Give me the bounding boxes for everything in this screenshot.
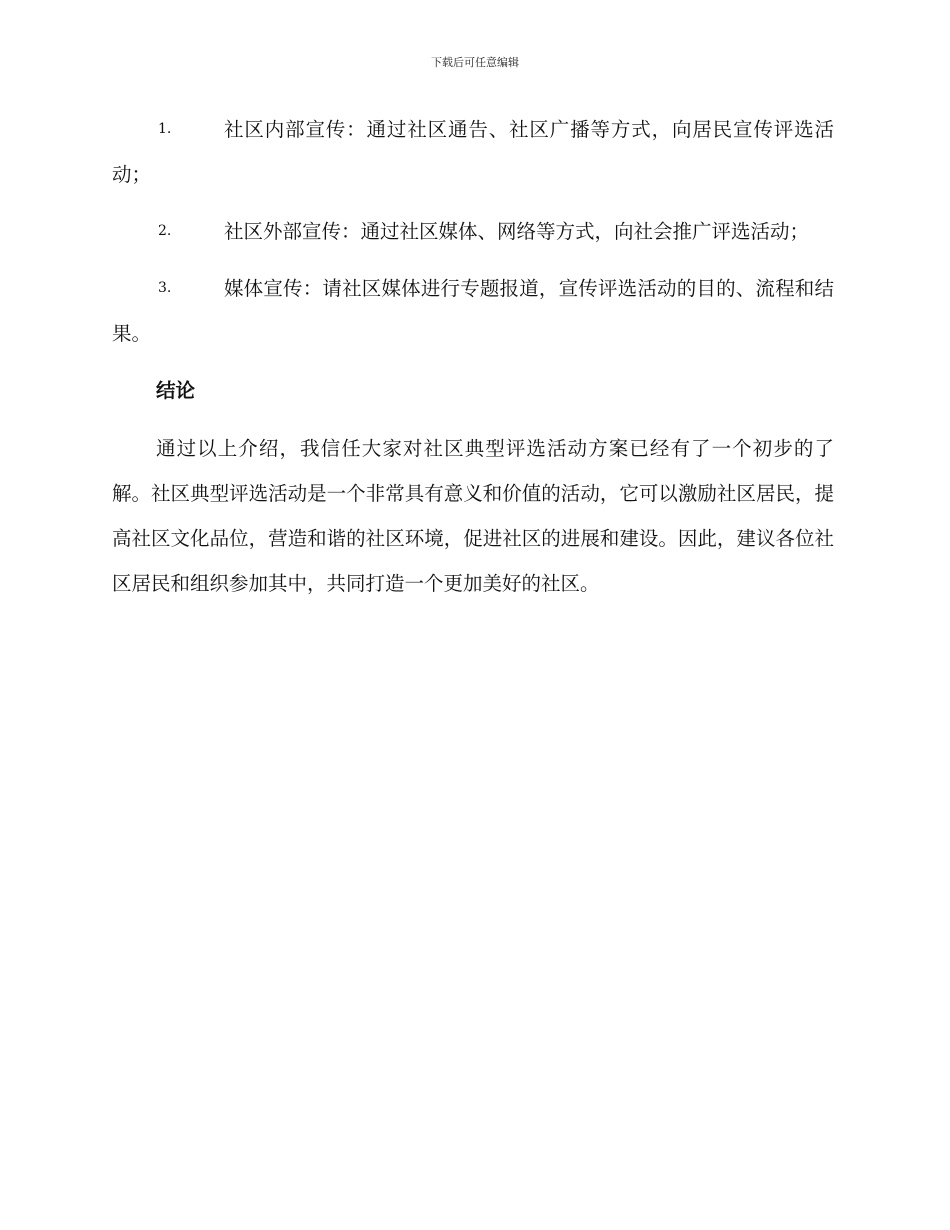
list-item-3 — [112, 266, 834, 356]
list-number: 3. — [158, 280, 172, 296]
document-body — [112, 107, 834, 606]
list-item-2 — [112, 209, 834, 254]
conclusion-heading: 结论 — [156, 379, 196, 402]
list-item-text: 社区外部宣传：通过社区媒体、网络等方式，向社会推广评选活动； — [224, 220, 810, 243]
list-item-text: 社区内部宣传：通过社区通告、社区广播等方式，向居民宣传评选活动； — [112, 118, 834, 186]
conclusion-paragraph: 通过以上介绍，我信任大家对社区典型评选活动方案已经有了一个初步的了解。社区典型评选活动是一个非常具有意义和价值的活动，它可以激励社区居民，提高社区文化品位，营造和谐的社区环境，促进社区的进展和建设。因此，建议各位社区居民和组织参加其中，共同打造一个更加美好的社区。 — [112, 437, 834, 595]
list-item-1 — [112, 107, 834, 197]
page-header: 下载后可任意编辑 — [431, 56, 519, 69]
list-item-text: 媒体宣传：请社区媒体进行专题报道，宣传评选活动的目的、流程和结果。 — [112, 277, 834, 345]
list-number: 2. — [158, 223, 172, 239]
list-number: 1. — [158, 121, 172, 137]
